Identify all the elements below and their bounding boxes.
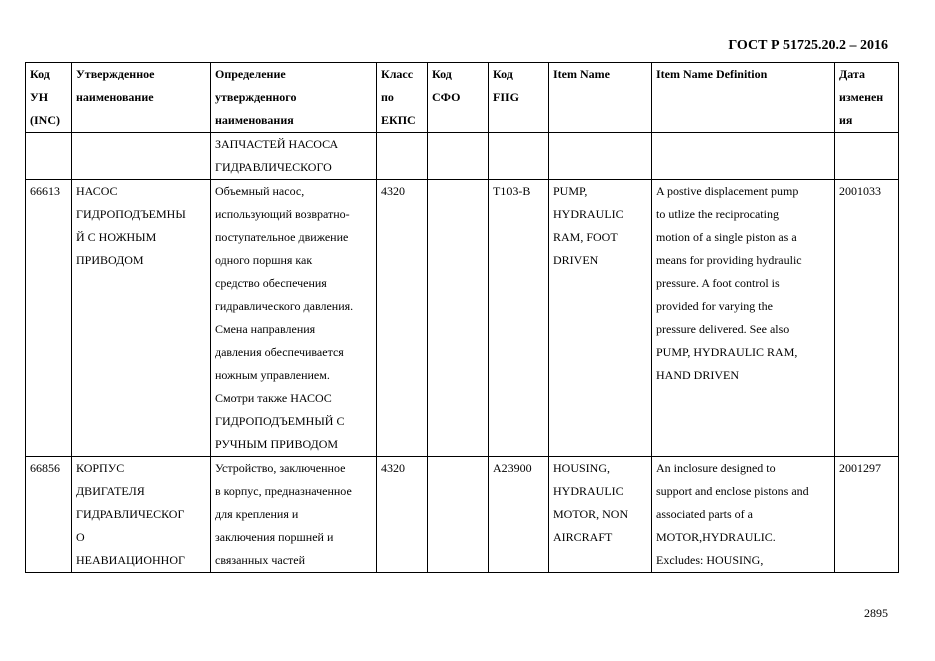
column-header-line: (INC)	[30, 113, 60, 127]
column-header-line: Дата	[839, 67, 865, 81]
cell-line: использующий возвратно-	[215, 207, 350, 221]
cell-line: motion of a single piston as a	[656, 230, 797, 244]
column-header-line: по	[381, 90, 394, 104]
column-header-line: ия	[839, 113, 853, 127]
cell-line: HAND DRIVEN	[656, 368, 739, 382]
cell-fiig: A23900	[489, 457, 549, 573]
column-header-line: изменен	[839, 90, 884, 104]
column-header-line: Утвержденное	[76, 67, 155, 81]
cell-line: to utlize the reciprocating	[656, 207, 779, 221]
cell-name	[72, 133, 211, 180]
cell-date: 2001297	[835, 457, 899, 573]
cell-line: A postive displacement pump	[656, 184, 799, 198]
column-header-line: Item Name Definition	[656, 67, 768, 81]
cell-line: HYDRAULIC	[553, 484, 624, 498]
cell-line: ПРИВОДОМ	[76, 253, 144, 267]
column-header	[489, 63, 549, 133]
column-header-line: Код	[432, 67, 452, 81]
cell-line: AIRCRAFT	[553, 530, 613, 544]
column-header-line: утвержденного	[215, 90, 297, 104]
cell-line: НЕАВИАЦИОННОГ	[76, 553, 185, 567]
column-header	[428, 63, 489, 133]
cell-line: гидравлического давления.	[215, 299, 354, 313]
column-header-line: Определение	[215, 67, 286, 81]
cell-class: 4320	[377, 457, 428, 573]
cell-item-name	[549, 180, 652, 457]
cell-line: КОРПУС	[76, 461, 125, 475]
cell-line: An inclosure designed to	[656, 461, 776, 475]
cell-line: support and enclose pistons and	[656, 484, 809, 498]
column-header-line: ЕКПС	[381, 113, 416, 127]
table-row	[26, 457, 899, 573]
column-header-line: СФО	[432, 90, 461, 104]
cell-line: ножным управлением.	[215, 368, 330, 382]
cell-definition	[211, 180, 377, 457]
column-header-line: FIIG	[493, 90, 520, 104]
cell-name	[72, 457, 211, 573]
column-header	[72, 63, 211, 133]
cell-line: Смена направления	[215, 322, 316, 336]
cell-line: ГИДРАВЛИЧЕСКОГО	[215, 160, 332, 174]
nomenclature-table	[25, 62, 899, 573]
continuation-row	[26, 133, 899, 180]
cell-line: ГИДРОПОДЪЕМНЫ	[76, 207, 186, 221]
cell-item-definition	[652, 457, 835, 573]
cell-line: MOTOR, NON	[553, 507, 629, 521]
column-header-line: Код	[493, 67, 513, 81]
cell-line: одного поршня как	[215, 253, 313, 267]
cell-line: HOUSING,	[553, 461, 610, 475]
cell-line: ДВИГАТЕЛЯ	[76, 484, 145, 498]
cell-inc	[26, 133, 72, 180]
cell-line: РУЧНЫМ ПРИВОДОМ	[215, 437, 339, 451]
cell-line: MOTOR,HYDRAULIC.	[656, 530, 776, 544]
column-header	[652, 63, 835, 133]
column-header	[26, 63, 72, 133]
cell-line: Excludes: HOUSING,	[656, 553, 764, 567]
cell-line: в корпус, предназначенное	[215, 484, 352, 498]
cell-class: 4320	[377, 180, 428, 457]
cell-line: ГИДРАВЛИЧЕСКОГ	[76, 507, 185, 521]
cell-item-name	[549, 457, 652, 573]
cell-line: HYDRAULIC	[553, 207, 624, 221]
page-number: 2895	[864, 606, 888, 620]
column-header	[377, 63, 428, 133]
cell-sfo	[428, 180, 489, 457]
cell-sfo	[428, 133, 489, 180]
cell-item-definition	[652, 180, 835, 457]
cell-line: заключения поршней и	[215, 530, 334, 544]
cell-line: pressure. A foot control is	[656, 276, 780, 290]
cell-line: Устройство, заключенное	[215, 461, 346, 475]
cell-inc: 66613	[26, 180, 72, 457]
cell-line: DRIVEN	[553, 253, 599, 267]
cell-class	[377, 133, 428, 180]
cell-line: associated parts of a	[656, 507, 753, 521]
cell-date	[835, 133, 899, 180]
cell-item-definition	[652, 133, 835, 180]
cell-sfo	[428, 457, 489, 573]
column-header-line: УН	[30, 90, 49, 104]
column-header	[211, 63, 377, 133]
cell-fiig: T103-B	[489, 180, 549, 457]
cell-line: средство обеспечения	[215, 276, 327, 290]
column-header-line: Item Name	[553, 67, 610, 81]
column-header	[835, 63, 899, 133]
cell-line: RAM, FOOT	[553, 230, 618, 244]
cell-line: ГИДРОПОДЪЕМНЫЙ С	[215, 414, 345, 428]
cell-line: pressure delivered. See also	[656, 322, 790, 336]
cell-definition	[211, 457, 377, 573]
cell-line: для крепления и	[215, 507, 299, 521]
cell-line: Объемный насос,	[215, 184, 305, 198]
cell-line: Смотри также НАСОС	[215, 391, 332, 405]
cell-line: PUMP, HYDRAULIC RAM,	[656, 345, 798, 359]
cell-line: поступательное движение	[215, 230, 349, 244]
cell-line: means for providing hydraulic	[656, 253, 802, 267]
cell-name	[72, 180, 211, 457]
cell-definition	[211, 133, 377, 180]
cell-line: provided for varying the	[656, 299, 773, 313]
cell-line: давления обеспечивается	[215, 345, 344, 359]
column-header-line: наименования	[215, 113, 294, 127]
cell-line: НАСОС	[76, 184, 118, 198]
cell-line: О	[76, 530, 85, 544]
cell-item-name	[549, 133, 652, 180]
column-header-line: Класс	[381, 67, 414, 81]
document-header: ГОСТ Р 51725.20.2 – 2016	[728, 38, 888, 53]
cell-line: Й С НОЖНЫМ	[76, 230, 157, 244]
cell-date: 2001033	[835, 180, 899, 457]
column-header	[549, 63, 652, 133]
cell-fiig	[489, 133, 549, 180]
table-row	[26, 180, 899, 457]
table-header-row	[26, 63, 899, 133]
cell-inc: 66856	[26, 457, 72, 573]
column-header-line: наименование	[76, 90, 154, 104]
cell-line: PUMP,	[553, 184, 588, 198]
cell-line: связанных частей	[215, 553, 306, 567]
cell-line: ЗАПЧАСТЕЙ НАСОСА	[215, 137, 339, 151]
column-header-line: Код	[30, 67, 50, 81]
